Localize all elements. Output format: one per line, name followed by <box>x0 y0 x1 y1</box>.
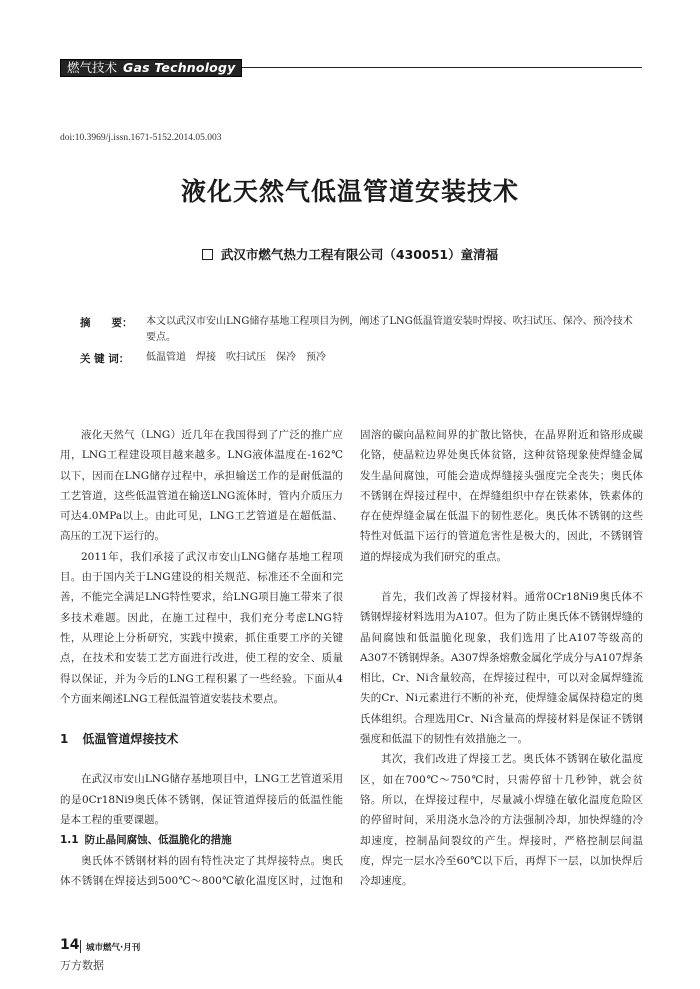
paragraph: 首先，我们改善了焊接材料。通常0Cr18Ni9奥氏体不锈钢焊接材料选用为A107。但为了防止奥氏体不锈钢焊缝的晶间腐蚀和低温脆化现象，我们选用了比A107等级高的A307不锈钢焊条。A307焊条熔敷金属化学成分与A107焊条相比，Cr、Ni含量较高，在焊接过程中，可以对金属焊缝流失的Cr、Ni元素进行不断的补充，使焊缝金属保持稳定的奥氏体组织。合理选用Cr、Ni含量高的焊接材料是保证不锈钢强度和低温下的韧性有效措施之一。 <box>360 591 643 746</box>
article-title: 液化天然气低温管道安装技术 <box>180 177 519 206</box>
paragraph: 2011年，我们承接了武汉市安山LNG储存基地工程项目。由于国内关于LNG建设的相关规范、标准还不全面和完善，不能完全满足LNG特性要求，给LNG项目施工带来了很多技术难题。因此，在施工过程中，我们充分考虑LNG特性，从理论上分析研究，实践中摸索，抓住重要工序的关键点，在技术和安装工艺方面进行改进，使工程的安全、质量得以保证，并为今后的LNG工程积累了一些经验。下面从4个方面来阐述LNG工程低温管道安装技术要点。 <box>60 550 343 705</box>
doi: doi:10.3969/j.issn.1671-5152.2014.05.003 <box>60 133 222 143</box>
subsection-title: 防止晶间腐蚀、低温脆化的措施 <box>84 834 232 847</box>
paragraph: 其次，我们改进了焊接工艺。奥氏体不锈钢在敏化温度区，如在700℃～750℃时，只需停留十几秒钟，就会贫铬。所以，在焊接过程中，尽量减小焊缝在敏化温度危险区的停留时间，采用浇水急冷的方法强制冷却，加快焊缝的冷却速度，控制晶间裂纹的产生。焊接时，严格控制层间温度，焊完一层水冷至60℃以下后，再焊下一层，以加快焊后冷却速度。 <box>360 753 643 888</box>
paragraph: 在武汉市安山LNG储存基地项目中，LNG工艺管道采用的是0Cr18Ni9奥氏体不锈钢，保证管道焊接后的低温性能是本工程的重要课题。 <box>60 773 343 827</box>
body-left-column <box>60 425 343 892</box>
abstract-text: 本文以武汉市安山LNG储存基地工程项目为例，阐述了LNG低温管道安装时焊接、吹扫试压、保冷、预冷技术要点。 <box>146 316 633 343</box>
watermark: 万方数据 <box>60 959 104 972</box>
paragraph-continued-mirror: 固溶的碳向晶粒间界的扩散比铬快，在晶界附近和铬形成碳化铬，使晶粒边界处奥氏体贫铬，这种贫铬现象使焊缝金属发生晶间腐蚀，可能会造成焊缝接头强度完全丧失；奥氏体不锈钢在焊接过程中，在焊缝组织中存在铁素体，铁素体的存在使焊缝金属在低温下的韧性恶化。奥氏体不锈钢的这些特性对低温下运行的管道危害性是极大的，因此，不锈钢管道的焊接成为我们研究的重点。 <box>360 429 643 563</box>
author-line <box>0 245 700 263</box>
subsection-number: 1.1 <box>60 834 79 847</box>
keywords-text: 低温管道 焊接 吹扫试压 保冷 预冷 <box>146 352 326 363</box>
paragraph: 液化天然气（LNG）近几年在我国得到了广泛的推广应用，LNG工程建设项目越来越多。LNG液体温度在-162℃以下，因而在LNG储存过程中，承担输送工作的是耐低温的工艺管道，这些低温管道在输送LNG流体时，管内介质压力可达4.0MPa以上。由此可见，LNG工艺管道是在超低温、高压的工况下运行的。 <box>60 429 343 543</box>
checkbox-square-icon <box>202 249 213 260</box>
section-banner <box>60 59 242 77</box>
section-number: 1 <box>60 732 69 747</box>
paragraph-flowing: 奥氏体不锈钢材料的固有特性决定了其焊接特点。奥氏体不锈钢在焊接达到500℃～800℃敏化温度区时，过饱和 <box>60 854 343 887</box>
section-name-cn: 燃气技术 <box>67 60 118 75</box>
paragraph-continuation-window <box>360 425 643 587</box>
abstract-label: 摘 要： <box>80 317 133 329</box>
section-title: 低温管道焊接技术 <box>82 732 179 747</box>
keywords-label: 关 键 词： <box>80 353 130 365</box>
body-right-column <box>360 425 643 891</box>
page-number: 14 <box>60 937 80 953</box>
subsection-heading <box>60 830 343 850</box>
journal-name: 城市燃气·月刊 <box>86 943 141 953</box>
header-rule <box>242 67 642 68</box>
section-name-en: Gas Technology <box>123 60 236 75</box>
section-heading <box>60 729 343 749</box>
author-text: 武汉市燃气热力工程有限公司（430051）童清福 <box>220 247 499 262</box>
footer-divider <box>80 940 81 953</box>
